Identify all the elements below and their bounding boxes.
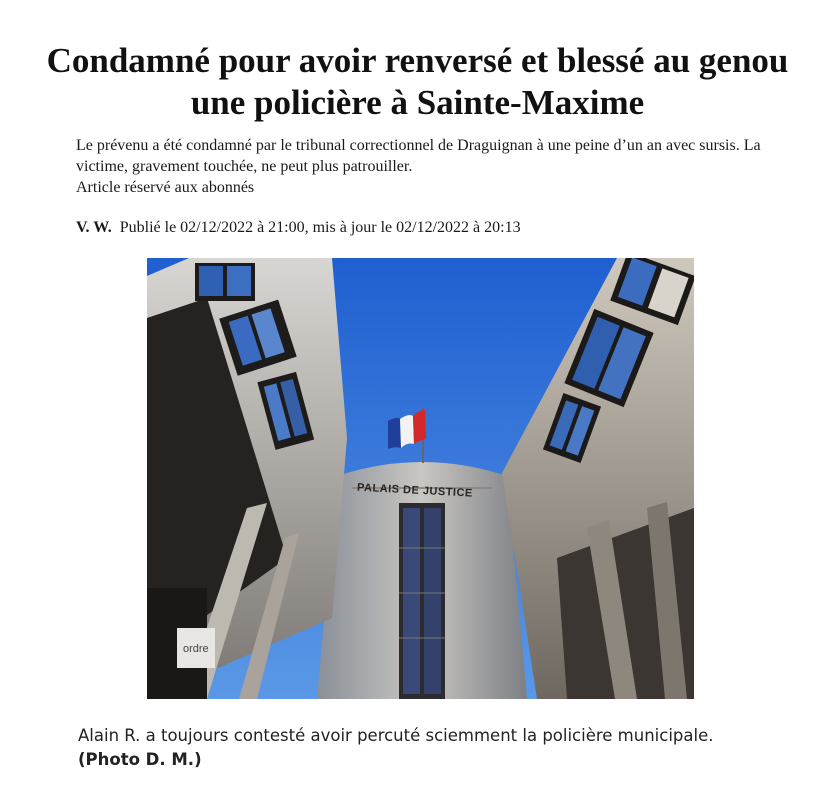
lead-summary: Le prévenu a été condamné par le tribunal correctionnel de Draguignan à une peine d’un an avec sursis. La victime, gravement touchée, ne peut plus patrouiller. [76,137,761,175]
left-sign-text: ordre [183,643,209,655]
author-initials: V. W. [76,219,112,236]
caption-text: Alain R. a toujours contesté avoir percuté sciemment la policière municipale. [78,726,714,745]
article-lead [76,135,776,198]
photo-caption [78,724,718,772]
courthouse-sign: PALAIS DE JUSTICE [356,481,474,500]
photo-credit: (Photo D. M.) [78,750,202,769]
byline [76,219,521,237]
article-photo [147,258,694,699]
subscriber-note: Article réservé aux abonnés [76,179,255,196]
publication-date: Publié le 02/12/2022 à 21:00, mis à jour le 02/12/2022 à 20:13 [119,219,521,236]
courthouse-photo [147,258,694,699]
article-title: Condamné pour avoir renversé et blessé au genou une policière à Sainte-Maxime [46,41,789,122]
